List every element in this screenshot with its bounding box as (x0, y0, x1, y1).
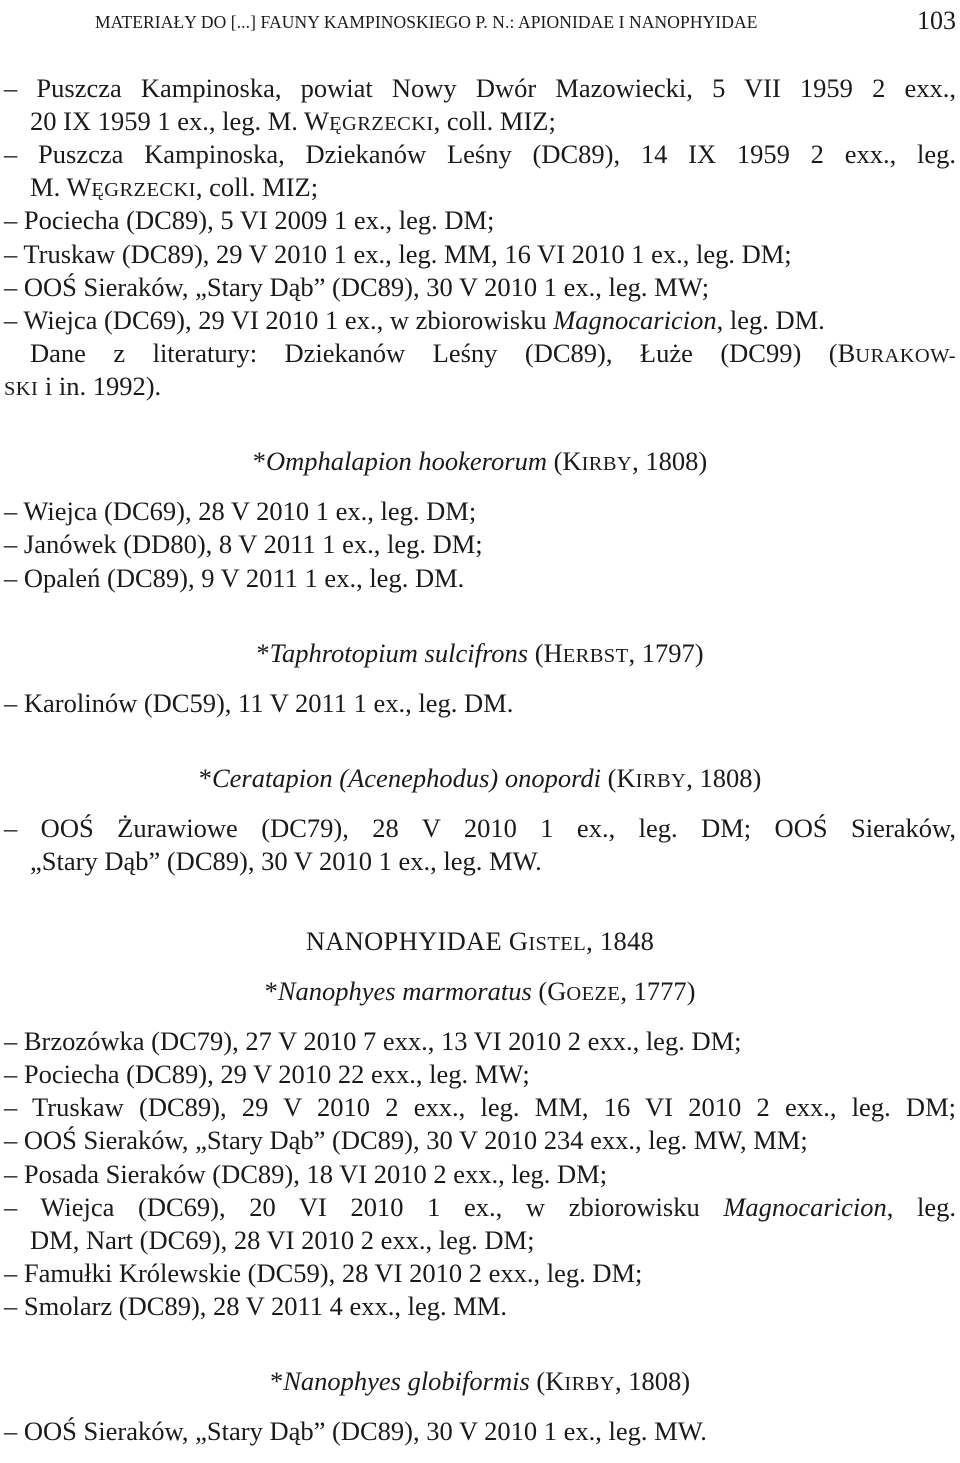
record-line: – Truskaw (DC89), 29 V 2010 2 exx., leg. MM, 16 VI 2010 2 exx., leg. DM; (4, 1092, 956, 1122)
species-heading (0, 638, 960, 671)
record-line: „Stary Dąb” (DC89), 30 V 2010 1 ex., leg. MW. (30, 846, 542, 876)
literature-line (30, 338, 956, 371)
author-year: , 1777) (620, 976, 696, 1006)
family-name: NANOPHYIDAE G (305, 926, 529, 956)
species-heading (0, 976, 960, 1009)
record-text: 20 IX 1959 1 ex., leg. M. W (30, 106, 330, 136)
author-year: , 1808) (632, 446, 708, 476)
record-line: – OOŚ Sieraków, „Stary Dąb” (DC89), 30 V 2010 1 ex., leg. MW. (4, 1416, 707, 1446)
author-text: (H (528, 638, 563, 668)
asterisk: * (198, 763, 212, 793)
record-line: – Pociecha (DC89), 29 V 2010 22 exx., leg. MW; (4, 1059, 530, 1089)
record-line (30, 106, 556, 139)
author-year: , 1848 (586, 926, 655, 956)
author-text: (K (546, 446, 582, 476)
record-line: – Brzozówka (DC79), 27 V 2010 7 exx., 13 VI 2010 2 exx., leg. DM; (4, 1026, 742, 1056)
record-line: DM, Nart (DC69), 28 VI 2010 2 exx., leg. DM; (30, 1225, 535, 1255)
record-line (30, 172, 318, 205)
record-line: – Truskaw (DC89), 29 V 2010 1 ex., leg. MM, 16 VI 2010 1 ex., leg. DM; (4, 239, 792, 269)
record-line: – Puszcza Kampinoska, powiat Nowy Dwór Mazowiecki, 5 VII 1959 2 exx., (4, 73, 956, 103)
record-text: M. W (30, 172, 92, 202)
author-name: OEZE (566, 983, 621, 1005)
author-text: (K (529, 1366, 565, 1396)
author-text: (K (601, 763, 636, 793)
record-line: – OOŚ Sieraków, „Stary Dąb” (DC89), 30 V 2010 234 exx., leg. MW, MM; (4, 1125, 808, 1155)
record-text: – Wiejca (DC69), 20 VI 2010 1 ex., w zbiorowisku (4, 1192, 724, 1222)
record-line: – OOŚ Żurawiowe (DC79), 28 V 2010 1 ex., leg. DM; OOŚ Sieraków, (4, 813, 956, 843)
record-line: – OOŚ Sieraków, „Stary Dąb” (DC89), 30 V 2010 1 ex., leg. MW; (4, 272, 710, 302)
species-name: Nanophyes marmoratus (277, 976, 532, 1006)
author-year: , 1808) (686, 763, 762, 793)
running-title: MATERIAŁY DO [...] FAUNY KAMPINOSKIEGO P. N.: APIONIDAE I NANOPHYIDAE (95, 12, 758, 32)
species-heading (0, 446, 960, 479)
author-name: IRBY (635, 770, 687, 792)
record-line: – Karolinów (DC59), 11 V 2011 1 ex., leg. DM. (4, 688, 514, 718)
species-heading (0, 763, 960, 796)
collector-name: ĘGRZECKI (329, 113, 434, 135)
literature-text: Dane z literatury: Dziekanów Leśny (DC89), Łuże (DC99) (B (30, 338, 856, 368)
record-line: – Puszcza Kampinoska, Dziekanów Leśny (DC89), 14 IX 1959 2 exx., leg. (4, 139, 956, 169)
plant-community: Magnocaricion (553, 305, 717, 335)
author-name: SKI (4, 378, 39, 400)
record-line: – Posada Sieraków (DC89), 18 VI 2010 2 exx., leg. DM; (4, 1159, 608, 1189)
record-text: , leg. DM. (716, 305, 825, 335)
species-name: Omphalapion hookerorum (266, 446, 547, 476)
record-line (4, 1192, 956, 1222)
record-text: , coll. MIZ; (195, 172, 319, 202)
asterisk: * (256, 638, 270, 668)
asterisk: * (269, 1366, 284, 1396)
author-name: URAKOW- (855, 345, 956, 367)
record-line: – Janówek (DD80), 8 V 2011 1 ex., leg. DM; (4, 529, 483, 559)
plant-community: Magnocaricion (723, 1192, 887, 1222)
family-heading (0, 926, 960, 959)
author-name: ISTEL (528, 933, 587, 955)
species-heading (0, 1366, 960, 1399)
record-text: , coll. MIZ; (433, 106, 556, 136)
asterisk: * (252, 446, 267, 476)
record-text: , leg. (886, 1192, 956, 1222)
asterisk: * (264, 976, 278, 1006)
record-text: – Wiejca (DC69), 29 VI 2010 1 ex., w zbiorowisku (4, 305, 554, 335)
author-name: IRBY (581, 453, 633, 475)
author-year: , 1808) (614, 1366, 691, 1396)
species-name: Ceratapion (Acenephodus) onopordi (211, 763, 602, 793)
running-header (0, 6, 960, 38)
author-name: IRBY (564, 1373, 615, 1395)
record-line: – Wiejca (DC69), 28 V 2010 1 ex., leg. DM; (4, 496, 477, 526)
record-line (4, 305, 825, 335)
record-line: – Famułki Królewskie (DC59), 28 VI 2010 2 exx., leg. DM; (4, 1258, 643, 1288)
record-line: – Pociecha (DC89), 5 VI 2009 1 ex., leg. DM; (4, 205, 495, 235)
author-name: ERBST (562, 645, 629, 667)
author-text: (G (531, 976, 567, 1006)
record-line: – Opaleń (DC89), 9 V 2011 1 ex., leg. DM. (4, 563, 465, 593)
author-year: , 1797) (628, 638, 704, 668)
collector-name: ĘGRZECKI (91, 179, 196, 201)
literature-line (4, 371, 161, 404)
species-name: Nanophyes globiformis (283, 1366, 530, 1396)
literature-text: i in. 1992). (38, 371, 162, 401)
record-line: – Smolarz (DC89), 28 V 2011 4 exx., leg. MM. (4, 1291, 507, 1321)
species-name: Taphrotopium sulcifrons (269, 638, 529, 668)
page-number: 103 (917, 6, 956, 35)
